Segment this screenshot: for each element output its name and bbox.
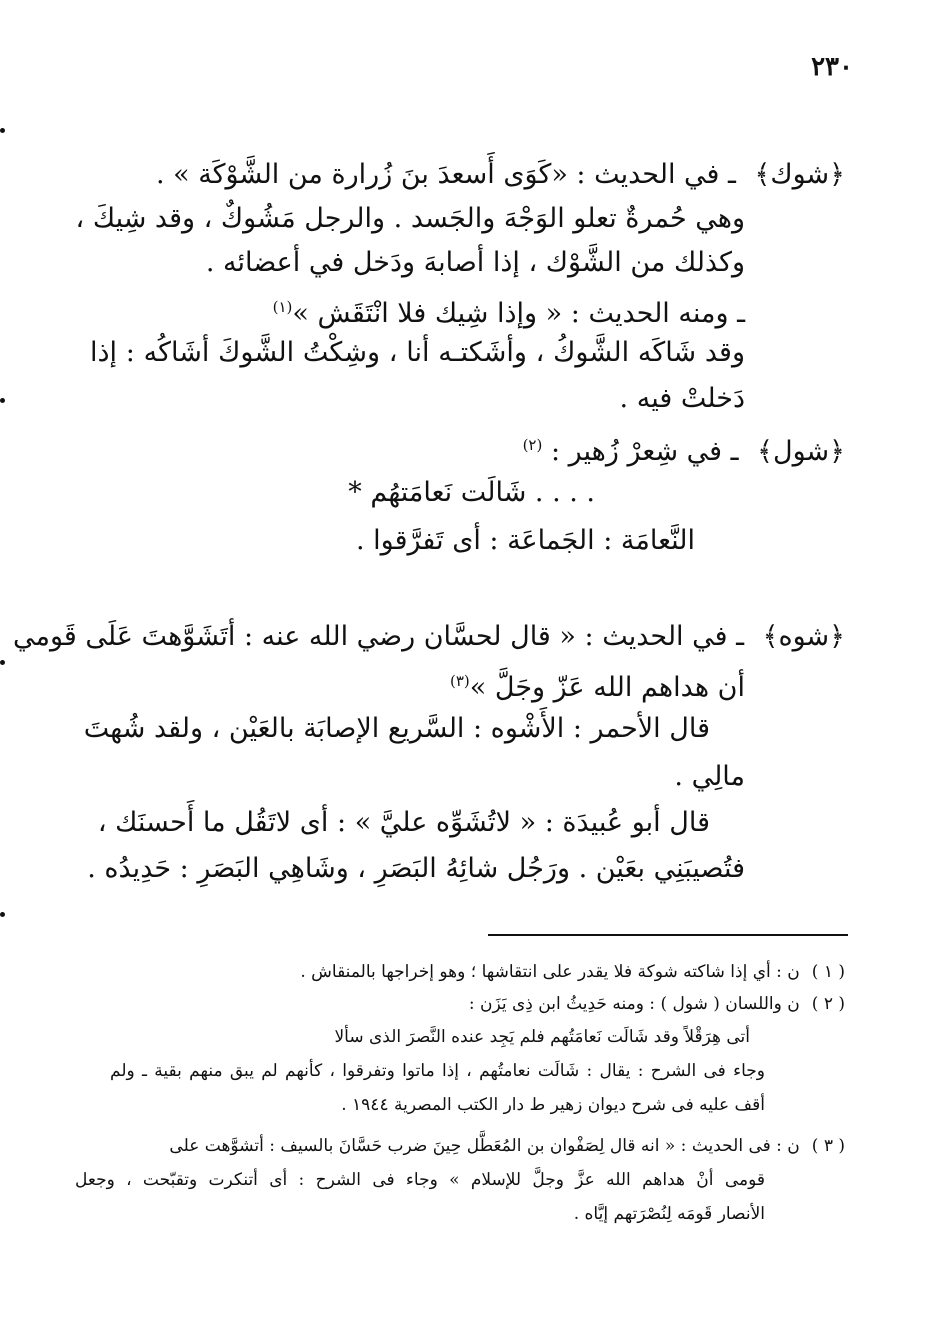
entry-text: ـ في الحديث : « قال لحسَّان رضي الله عنه : أتَشَوَّهتَ عَلَى قَومي — [13, 621, 745, 652]
entry-shawl-line-3: النَّعامَة : الجَماعَة : أى تَفرَّقوا . — [356, 525, 695, 556]
entry-text: ـ في الحديث : «كَوَى أَسعدَ بنَ زُرارة من الشَّوْكَة » . — [155, 159, 736, 190]
entry-shawl-line-1 — [523, 428, 845, 469]
entry-shawk-line-2: وهي حُمرةٌ تعلو الوَجْهَ والجَسد . والرجل مَشُوكٌ ، وقد شِيكَ ، — [75, 203, 745, 234]
entry-shawh-line-6: فتُصيبَنِي بعَيْن . ورَجُل شائِهُ البَصَرِ ، وشَاهِي البَصَرِ : حَدِيدُه . — [87, 853, 745, 884]
footnote-number: ( ٣ ) — [811, 1136, 845, 1156]
entry-text: ـ ومنه الحديث : « وإذا شِيك فلا انْتَقَش » — [292, 298, 745, 329]
footnote-text: ن واللسان ( شول ) : ومنه حَدِيثُ ابن ذِى يَزَن : — [468, 994, 800, 1014]
footnote-number: ( ١ ) — [811, 962, 845, 982]
footnote-3-line-2: قومى أنْ هداهم الله عزَّ وجلَّ للإسلام » وجاء فى الشرح : أى أتنكرت وتقبّحت ، وجعل — [75, 1170, 765, 1190]
margin-mark — [0, 398, 5, 403]
entry-shawk-line-4 — [273, 290, 745, 331]
footnote-text: ن : فى الحديث : « انه قال لِصَفْوان بن المُعَطَّل حِينَ ضرب حَسَّانَ بالسيف : أتشوَّهت على — [169, 1136, 800, 1156]
entry-shawh-line-1 — [13, 620, 845, 654]
footnote-3 — [169, 1134, 845, 1158]
footnote-2-line-3: وجاء فى الشرح : يقال : شَالَت نعامتُهم ، إذا ماتوا وتفرقوا ، كأنهم لم يبق منهم بقية ـ ولم — [110, 1061, 765, 1081]
footnote-number: ( ٢ ) — [811, 994, 845, 1014]
footnote-1 — [300, 960, 845, 984]
entry-shawh-line-2 — [450, 664, 745, 705]
entry-shawk-line-5: وقد شَاكَه الشَّوكُ ، وأشَكتـه أنا ، وشِكْتُ الشَّوكَ أشَاكُه : إذا — [90, 337, 745, 368]
footnote-ref-1: (١) — [272, 298, 293, 316]
entry-shawh-line-5: قال أبو عُبيدَة : « لاتُشَوِّه عليَّ » : أى لاتَقُل ما أَحسنَك ، — [97, 807, 710, 838]
footnote-ref-3: (٣) — [450, 672, 470, 690]
entry-headword-shawh: ﴿شوه﴾ — [762, 621, 845, 652]
page-number: ٢٣٠ — [811, 52, 853, 82]
entry-shawk-line-1 — [156, 158, 845, 192]
footnote-2-verse: أتى هِرَقْلاً وقد شَالَت نَعامَتُهم فلم يَجِد عنده النَّصرَ الذى سألا — [334, 1027, 750, 1047]
footnote-2-line-4: أقف عليه فى شرح ديوان زهير ط دار الكتب المصرية ١٩٤٤ . — [341, 1095, 765, 1115]
margin-mark — [0, 128, 5, 133]
entry-shawh-line-3: قال الأحمر : الأَشْوه : السَّريع الإصابَة بالعَيْن ، ولقد شُهتَ — [83, 713, 710, 744]
entry-shawh-line-4: مالِي . — [674, 761, 745, 792]
entry-shawk-line-3: وكذلك من الشَّوْك ، إذا أصابهَ ودَخل في أعضائه . — [205, 247, 745, 278]
entry-text: أن هداهم الله عَزّ وجَلَّ » — [469, 672, 745, 703]
entry-headword-shawl: ﴿شول﴾ — [757, 436, 845, 467]
footnote-3-line-3: الأنصار قَومَه لِنُصْرَتهم إيَّاه . — [573, 1204, 765, 1224]
footnote-2 — [469, 992, 845, 1016]
poem-line: . . . . شَالَت نَعامَتهُم * — [348, 477, 595, 508]
entry-text: ـ في شِعرْ زُهير : — [550, 436, 739, 467]
footnote-text: ن : أي إذا شاكته شوكة فلا يقدر على انتقاشها ؛ وهو إخراجها بالمنقاش . — [300, 962, 800, 982]
footnote-separator — [488, 934, 848, 936]
entry-shawk-line-6: دَخلتْ فيه . — [619, 383, 745, 414]
entry-headword-shawk: ﴿شوك﴾ — [754, 159, 845, 190]
margin-mark — [0, 912, 5, 917]
footnote-ref-2: (٢) — [522, 436, 543, 454]
margin-mark — [0, 660, 5, 665]
